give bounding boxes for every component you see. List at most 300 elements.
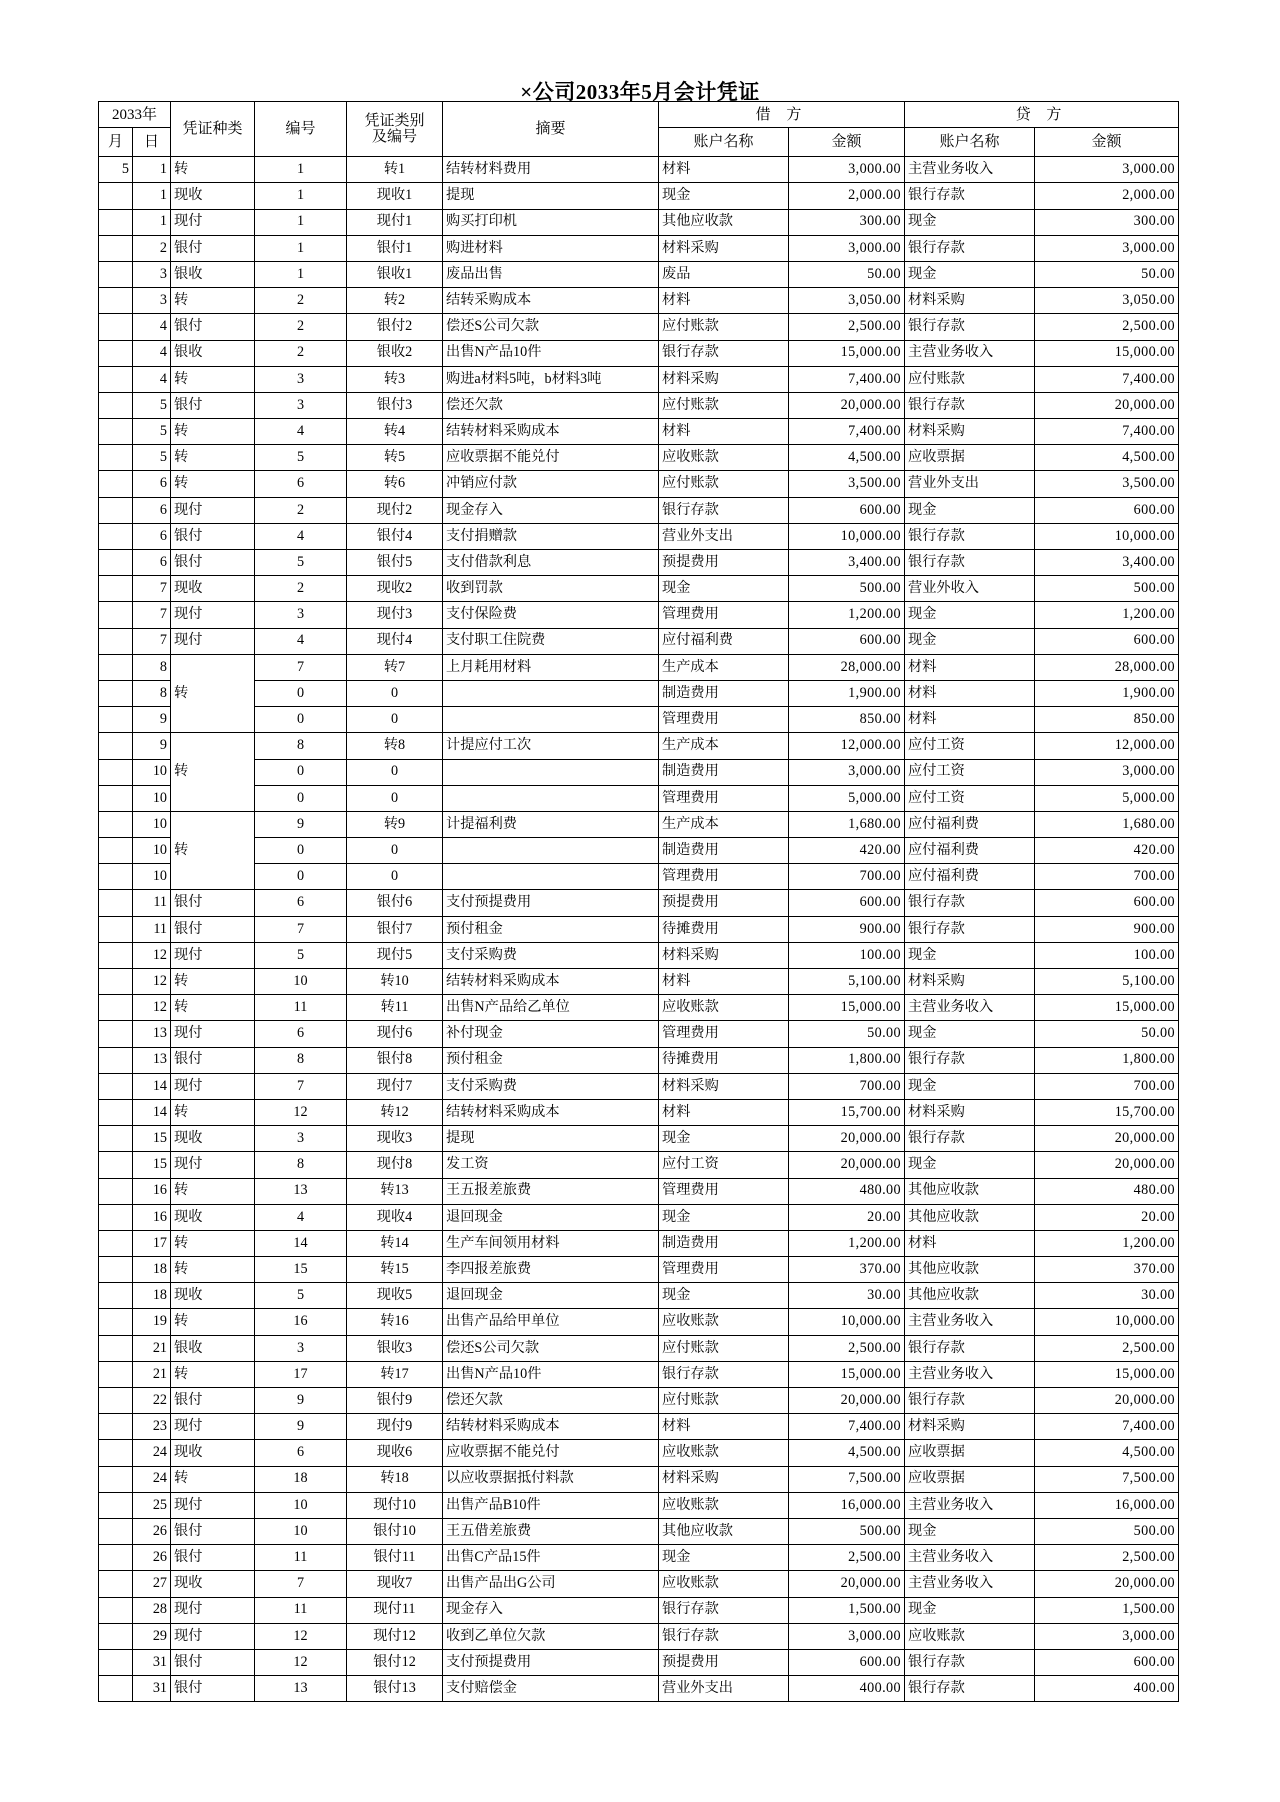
cell-debit-amount: 600.00 — [789, 628, 905, 654]
cell-credit-account: 主营业务收入 — [905, 995, 1035, 1021]
cell-abstract: 发工资 — [443, 1152, 659, 1178]
cell-debit-account: 废品 — [659, 261, 789, 287]
cell-debit-amount: 2,000.00 — [789, 183, 905, 209]
table-row — [99, 680, 1179, 706]
cell-month — [99, 1545, 133, 1571]
table-row — [99, 1047, 1179, 1073]
cell-debit-amount: 600.00 — [789, 890, 905, 916]
table-row — [99, 1676, 1179, 1702]
header-debit-group: 借 方 — [659, 102, 905, 128]
cell-debit-amount: 20,000.00 — [789, 392, 905, 418]
cell-day: 7 — [133, 602, 171, 628]
cell-day: 4 — [133, 366, 171, 392]
cell-credit-amount: 500.00 — [1035, 576, 1179, 602]
cell-voucher-kind: 现付 — [171, 1623, 255, 1649]
cell-voucher-type: 0 — [347, 707, 443, 733]
cell-debit-account: 材料采购 — [659, 235, 789, 261]
cell-voucher-type: 转6 — [347, 471, 443, 497]
cell-voucher-kind: 转 — [171, 995, 255, 1021]
cell-voucher-kind: 转 — [171, 811, 255, 890]
cell-credit-account: 银行存款 — [905, 183, 1035, 209]
cell-serial-no: 3 — [255, 392, 347, 418]
header-credit-amount: 金额 — [1035, 128, 1179, 157]
cell-serial-no: 4 — [255, 419, 347, 445]
cell-month — [99, 864, 133, 890]
cell-abstract: 提现 — [443, 183, 659, 209]
cell-debit-amount: 600.00 — [789, 1649, 905, 1675]
cell-abstract: 出售N产品给乙单位 — [443, 995, 659, 1021]
cell-abstract: 生产车间领用材料 — [443, 1230, 659, 1256]
cell-credit-amount: 3,500.00 — [1035, 471, 1179, 497]
cell-debit-amount: 3,000.00 — [789, 157, 905, 183]
cell-debit-amount: 300.00 — [789, 209, 905, 235]
cell-credit-account: 营业外支出 — [905, 471, 1035, 497]
cell-month — [99, 471, 133, 497]
cell-credit-amount: 500.00 — [1035, 1518, 1179, 1544]
cell-month — [99, 838, 133, 864]
cell-debit-account: 现金 — [659, 1545, 789, 1571]
cell-credit-account: 应收票据 — [905, 1466, 1035, 1492]
cell-credit-amount: 7,400.00 — [1035, 1414, 1179, 1440]
cell-serial-no: 13 — [255, 1178, 347, 1204]
cell-serial-no: 7 — [255, 916, 347, 942]
cell-debit-account: 预提费用 — [659, 1649, 789, 1675]
cell-month — [99, 497, 133, 523]
table-row — [99, 314, 1179, 340]
cell-month — [99, 1466, 133, 1492]
cell-debit-account: 材料 — [659, 969, 789, 995]
cell-abstract: 退回现金 — [443, 1283, 659, 1309]
cell-debit-amount: 16,000.00 — [789, 1492, 905, 1518]
cell-voucher-kind: 银付 — [171, 890, 255, 916]
cell-serial-no: 10 — [255, 1518, 347, 1544]
cell-credit-account: 银行存款 — [905, 235, 1035, 261]
cell-voucher-type: 转1 — [347, 157, 443, 183]
cell-serial-no: 18 — [255, 1466, 347, 1492]
cell-abstract: 王五借差旅费 — [443, 1518, 659, 1544]
table-row — [99, 157, 1179, 183]
cell-voucher-kind: 转 — [171, 654, 255, 733]
cell-voucher-type: 现付11 — [347, 1597, 443, 1623]
cell-debit-amount: 2,500.00 — [789, 1335, 905, 1361]
cell-debit-amount: 420.00 — [789, 838, 905, 864]
cell-abstract: 支付采购费 — [443, 1073, 659, 1099]
cell-day: 13 — [133, 1021, 171, 1047]
cell-voucher-type: 现收2 — [347, 576, 443, 602]
cell-abstract: 偿还S公司欠款 — [443, 314, 659, 340]
cell-credit-account: 应收票据 — [905, 445, 1035, 471]
cell-voucher-type: 现付4 — [347, 628, 443, 654]
cell-credit-account: 现金 — [905, 209, 1035, 235]
cell-voucher-type: 银付1 — [347, 235, 443, 261]
cell-abstract: 结转材料费用 — [443, 157, 659, 183]
cell-debit-account: 现金 — [659, 183, 789, 209]
header-credit-account-name: 账户名称 — [905, 128, 1035, 157]
cell-debit-amount: 600.00 — [789, 497, 905, 523]
cell-month — [99, 916, 133, 942]
cell-voucher-type: 现收1 — [347, 183, 443, 209]
header-row-top — [99, 102, 1179, 128]
cell-voucher-kind: 银付 — [171, 235, 255, 261]
cell-credit-account: 应付工资 — [905, 759, 1035, 785]
table-row — [99, 445, 1179, 471]
cell-month — [99, 1597, 133, 1623]
cell-day: 12 — [133, 995, 171, 1021]
table-row — [99, 1021, 1179, 1047]
cell-debit-account: 银行存款 — [659, 1361, 789, 1387]
cell-debit-account: 待摊费用 — [659, 916, 789, 942]
cell-day: 27 — [133, 1571, 171, 1597]
header-voucher-kind: 凭证种类 — [171, 102, 255, 157]
cell-debit-amount: 1,500.00 — [789, 1597, 905, 1623]
cell-debit-amount: 28,000.00 — [789, 654, 905, 680]
cell-day: 9 — [133, 707, 171, 733]
cell-serial-no: 5 — [255, 550, 347, 576]
cell-credit-account: 主营业务收入 — [905, 157, 1035, 183]
cell-abstract: 结转材料采购成本 — [443, 1414, 659, 1440]
cell-abstract: 出售N产品10件 — [443, 1361, 659, 1387]
cell-month — [99, 1152, 133, 1178]
cell-day: 10 — [133, 811, 171, 837]
table-row — [99, 1283, 1179, 1309]
cell-serial-no: 3 — [255, 366, 347, 392]
cell-abstract: 支付捐赠款 — [443, 523, 659, 549]
cell-voucher-type: 银付9 — [347, 1388, 443, 1414]
cell-credit-account: 材料采购 — [905, 969, 1035, 995]
cell-abstract: 购进材料 — [443, 235, 659, 261]
cell-serial-no: 5 — [255, 942, 347, 968]
cell-abstract: 计提应付工次 — [443, 733, 659, 759]
cell-credit-amount: 1,500.00 — [1035, 1597, 1179, 1623]
cell-credit-amount: 850.00 — [1035, 707, 1179, 733]
table-row — [99, 1335, 1179, 1361]
cell-month — [99, 183, 133, 209]
cell-debit-account: 预提费用 — [659, 890, 789, 916]
cell-abstract: 支付预提费用 — [443, 890, 659, 916]
cell-day: 31 — [133, 1676, 171, 1702]
cell-debit-account: 材料采购 — [659, 942, 789, 968]
cell-voucher-kind: 现付 — [171, 602, 255, 628]
table-row — [99, 1204, 1179, 1230]
cell-serial-no: 0 — [255, 707, 347, 733]
cell-serial-no: 1 — [255, 183, 347, 209]
cell-serial-no: 3 — [255, 1126, 347, 1152]
cell-voucher-type: 转16 — [347, 1309, 443, 1335]
cell-serial-no: 7 — [255, 1571, 347, 1597]
cell-day: 10 — [133, 759, 171, 785]
cell-credit-amount: 5,100.00 — [1035, 969, 1179, 995]
cell-credit-amount: 3,000.00 — [1035, 759, 1179, 785]
cell-serial-no: 9 — [255, 1414, 347, 1440]
cell-day: 5 — [133, 445, 171, 471]
cell-debit-amount: 400.00 — [789, 1676, 905, 1702]
cell-serial-no: 16 — [255, 1309, 347, 1335]
cell-month — [99, 1047, 133, 1073]
cell-voucher-type: 银付10 — [347, 1518, 443, 1544]
cell-voucher-type: 现付3 — [347, 602, 443, 628]
cell-month — [99, 419, 133, 445]
cell-credit-amount: 20,000.00 — [1035, 392, 1179, 418]
cell-credit-account: 其他应收款 — [905, 1178, 1035, 1204]
cell-credit-account: 材料 — [905, 654, 1035, 680]
cell-credit-account: 其他应收款 — [905, 1204, 1035, 1230]
table-row — [99, 419, 1179, 445]
cell-voucher-type: 现收6 — [347, 1440, 443, 1466]
table-row — [99, 1649, 1179, 1675]
cell-month — [99, 1230, 133, 1256]
cell-voucher-kind: 银付 — [171, 314, 255, 340]
cell-voucher-kind: 银付 — [171, 392, 255, 418]
cell-voucher-type: 转5 — [347, 445, 443, 471]
cell-day: 8 — [133, 680, 171, 706]
cell-abstract: 补付现金 — [443, 1021, 659, 1047]
cell-day: 11 — [133, 890, 171, 916]
cell-debit-account: 材料 — [659, 157, 789, 183]
cell-month — [99, 445, 133, 471]
cell-month — [99, 1361, 133, 1387]
cell-credit-account: 现金 — [905, 497, 1035, 523]
cell-day: 1 — [133, 157, 171, 183]
cell-debit-amount: 20,000.00 — [789, 1126, 905, 1152]
cell-abstract: 偿还S公司欠款 — [443, 1335, 659, 1361]
cell-abstract: 现金存入 — [443, 497, 659, 523]
cell-debit-amount: 1,900.00 — [789, 680, 905, 706]
cell-credit-amount: 30.00 — [1035, 1283, 1179, 1309]
cell-debit-amount: 3,500.00 — [789, 471, 905, 497]
cell-serial-no: 0 — [255, 838, 347, 864]
cell-debit-amount: 20,000.00 — [789, 1388, 905, 1414]
cell-debit-account: 银行存款 — [659, 340, 789, 366]
cell-debit-amount: 3,000.00 — [789, 235, 905, 261]
cell-serial-no: 6 — [255, 890, 347, 916]
cell-voucher-type: 转15 — [347, 1257, 443, 1283]
cell-debit-account: 应收账款 — [659, 1309, 789, 1335]
cell-month — [99, 811, 133, 837]
cell-debit-account: 其他应收款 — [659, 1518, 789, 1544]
table-row — [99, 183, 1179, 209]
cell-credit-amount: 370.00 — [1035, 1257, 1179, 1283]
cell-month: 5 — [99, 157, 133, 183]
cell-serial-no: 1 — [255, 209, 347, 235]
cell-serial-no: 7 — [255, 1073, 347, 1099]
cell-serial-no: 10 — [255, 969, 347, 995]
table-row — [99, 1073, 1179, 1099]
cell-debit-amount: 700.00 — [789, 1073, 905, 1099]
cell-credit-amount: 16,000.00 — [1035, 1492, 1179, 1518]
cell-serial-no: 2 — [255, 576, 347, 602]
cell-voucher-kind: 银付 — [171, 1676, 255, 1702]
cell-voucher-type: 转10 — [347, 969, 443, 995]
cell-credit-account: 银行存款 — [905, 550, 1035, 576]
cell-credit-amount: 28,000.00 — [1035, 654, 1179, 680]
cell-serial-no: 12 — [255, 1099, 347, 1125]
cell-credit-account: 银行存款 — [905, 1126, 1035, 1152]
cell-serial-no: 4 — [255, 523, 347, 549]
cell-debit-amount: 3,000.00 — [789, 1623, 905, 1649]
cell-day: 4 — [133, 340, 171, 366]
cell-voucher-type: 银付5 — [347, 550, 443, 576]
cell-day: 10 — [133, 838, 171, 864]
cell-debit-account: 管理费用 — [659, 1021, 789, 1047]
cell-voucher-kind: 现付 — [171, 209, 255, 235]
cell-credit-account: 现金 — [905, 261, 1035, 287]
cell-credit-amount: 4,500.00 — [1035, 1440, 1179, 1466]
cell-voucher-type: 转9 — [347, 811, 443, 837]
table-row — [99, 1518, 1179, 1544]
table-row — [99, 995, 1179, 1021]
cell-credit-amount: 15,000.00 — [1035, 995, 1179, 1021]
cell-debit-account: 现金 — [659, 1204, 789, 1230]
cell-voucher-kind: 银付 — [171, 1518, 255, 1544]
cell-day: 19 — [133, 1309, 171, 1335]
cell-voucher-type: 转4 — [347, 419, 443, 445]
table-row — [99, 1099, 1179, 1125]
cell-serial-no: 4 — [255, 1204, 347, 1230]
cell-month — [99, 340, 133, 366]
cell-voucher-kind: 转 — [171, 366, 255, 392]
cell-voucher-type: 现付9 — [347, 1414, 443, 1440]
cell-debit-amount: 10,000.00 — [789, 1309, 905, 1335]
cell-month — [99, 654, 133, 680]
cell-credit-account: 主营业务收入 — [905, 1571, 1035, 1597]
cell-debit-amount: 2,500.00 — [789, 1545, 905, 1571]
cell-serial-no: 1 — [255, 235, 347, 261]
cell-voucher-kind: 现付 — [171, 1492, 255, 1518]
cell-debit-account: 管理费用 — [659, 864, 789, 890]
cell-credit-amount: 50.00 — [1035, 1021, 1179, 1047]
page-title: ×公司2033年5月会计凭证 — [520, 80, 760, 104]
table-row — [99, 288, 1179, 314]
cell-credit-amount: 5,000.00 — [1035, 785, 1179, 811]
cell-credit-amount: 7,400.00 — [1035, 419, 1179, 445]
cell-debit-account: 材料采购 — [659, 366, 789, 392]
cell-serial-no: 11 — [255, 995, 347, 1021]
cell-day: 17 — [133, 1230, 171, 1256]
cell-voucher-type: 现收7 — [347, 1571, 443, 1597]
cell-serial-no: 0 — [255, 864, 347, 890]
cell-voucher-type: 转2 — [347, 288, 443, 314]
cell-debit-amount: 1,200.00 — [789, 602, 905, 628]
table-row — [99, 340, 1179, 366]
cell-month — [99, 288, 133, 314]
cell-month — [99, 1623, 133, 1649]
cell-month — [99, 1676, 133, 1702]
table-row — [99, 1466, 1179, 1492]
cell-debit-amount: 370.00 — [789, 1257, 905, 1283]
cell-credit-account: 现金 — [905, 628, 1035, 654]
cell-voucher-type: 现付1 — [347, 209, 443, 235]
cell-debit-account: 应付账款 — [659, 1335, 789, 1361]
cell-voucher-type: 银付11 — [347, 1545, 443, 1571]
cell-month — [99, 1518, 133, 1544]
cell-debit-account: 材料采购 — [659, 1466, 789, 1492]
cell-credit-amount: 7,500.00 — [1035, 1466, 1179, 1492]
table-row — [99, 1309, 1179, 1335]
cell-voucher-type: 转14 — [347, 1230, 443, 1256]
cell-debit-amount: 15,700.00 — [789, 1099, 905, 1125]
cell-voucher-type: 转7 — [347, 654, 443, 680]
cell-debit-account: 应付账款 — [659, 471, 789, 497]
cell-debit-amount: 50.00 — [789, 1021, 905, 1047]
cell-abstract: 结转材料采购成本 — [443, 1099, 659, 1125]
cell-serial-no: 10 — [255, 1492, 347, 1518]
cell-credit-amount: 400.00 — [1035, 1676, 1179, 1702]
cell-month — [99, 366, 133, 392]
cell-day: 2 — [133, 235, 171, 261]
cell-debit-amount: 500.00 — [789, 576, 905, 602]
cell-credit-amount: 7,400.00 — [1035, 366, 1179, 392]
cell-voucher-type: 银付2 — [347, 314, 443, 340]
cell-month — [99, 1204, 133, 1230]
table-row — [99, 942, 1179, 968]
cell-abstract: 偿还欠款 — [443, 1388, 659, 1414]
cell-voucher-type: 银付13 — [347, 1676, 443, 1702]
cell-abstract: 预付租金 — [443, 916, 659, 942]
cell-credit-account: 现金 — [905, 1152, 1035, 1178]
cell-serial-no: 2 — [255, 314, 347, 340]
cell-credit-account: 应付福利费 — [905, 838, 1035, 864]
table-row — [99, 261, 1179, 287]
cell-credit-account: 现金 — [905, 1021, 1035, 1047]
cell-debit-amount: 480.00 — [789, 1178, 905, 1204]
cell-voucher-type: 现付12 — [347, 1623, 443, 1649]
cell-debit-account: 银行存款 — [659, 497, 789, 523]
cell-credit-amount: 300.00 — [1035, 209, 1179, 235]
table-row — [99, 471, 1179, 497]
cell-abstract — [443, 759, 659, 785]
header-serial-no: 编号 — [255, 102, 347, 157]
cell-voucher-type: 银付4 — [347, 523, 443, 549]
cell-debit-amount: 12,000.00 — [789, 733, 905, 759]
cell-debit-amount: 3,050.00 — [789, 288, 905, 314]
cell-day: 6 — [133, 471, 171, 497]
cell-credit-amount: 900.00 — [1035, 916, 1179, 942]
cell-month — [99, 314, 133, 340]
cell-credit-account: 其他应收款 — [905, 1257, 1035, 1283]
cell-month — [99, 261, 133, 287]
cell-debit-account: 营业外支出 — [659, 1676, 789, 1702]
cell-credit-account: 银行存款 — [905, 1388, 1035, 1414]
cell-credit-account: 银行存款 — [905, 523, 1035, 549]
cell-debit-account: 现金 — [659, 1126, 789, 1152]
cell-debit-account: 制造费用 — [659, 759, 789, 785]
cell-debit-amount: 20,000.00 — [789, 1152, 905, 1178]
cell-abstract: 支付预提费用 — [443, 1649, 659, 1675]
header-year-group: 2033年 — [99, 102, 171, 128]
cell-abstract: 支付保险费 — [443, 602, 659, 628]
cell-voucher-kind: 现付 — [171, 942, 255, 968]
table-row — [99, 392, 1179, 418]
cell-day: 23 — [133, 1414, 171, 1440]
table-row — [99, 1571, 1179, 1597]
header-abstract: 摘要 — [443, 102, 659, 157]
header-voucher-type — [347, 102, 443, 157]
cell-voucher-kind: 银付 — [171, 1388, 255, 1414]
cell-serial-no: 8 — [255, 1047, 347, 1073]
cell-serial-no: 11 — [255, 1545, 347, 1571]
cell-voucher-kind: 转 — [171, 445, 255, 471]
cell-debit-amount: 30.00 — [789, 1283, 905, 1309]
cell-debit-account: 应付账款 — [659, 1388, 789, 1414]
table-row — [99, 707, 1179, 733]
cell-abstract: 购买打印机 — [443, 209, 659, 235]
table-row — [99, 1492, 1179, 1518]
cell-debit-amount: 7,400.00 — [789, 366, 905, 392]
cell-debit-account: 管理费用 — [659, 602, 789, 628]
cell-debit-account: 应付福利费 — [659, 628, 789, 654]
cell-voucher-type: 转8 — [347, 733, 443, 759]
cell-debit-amount: 900.00 — [789, 916, 905, 942]
